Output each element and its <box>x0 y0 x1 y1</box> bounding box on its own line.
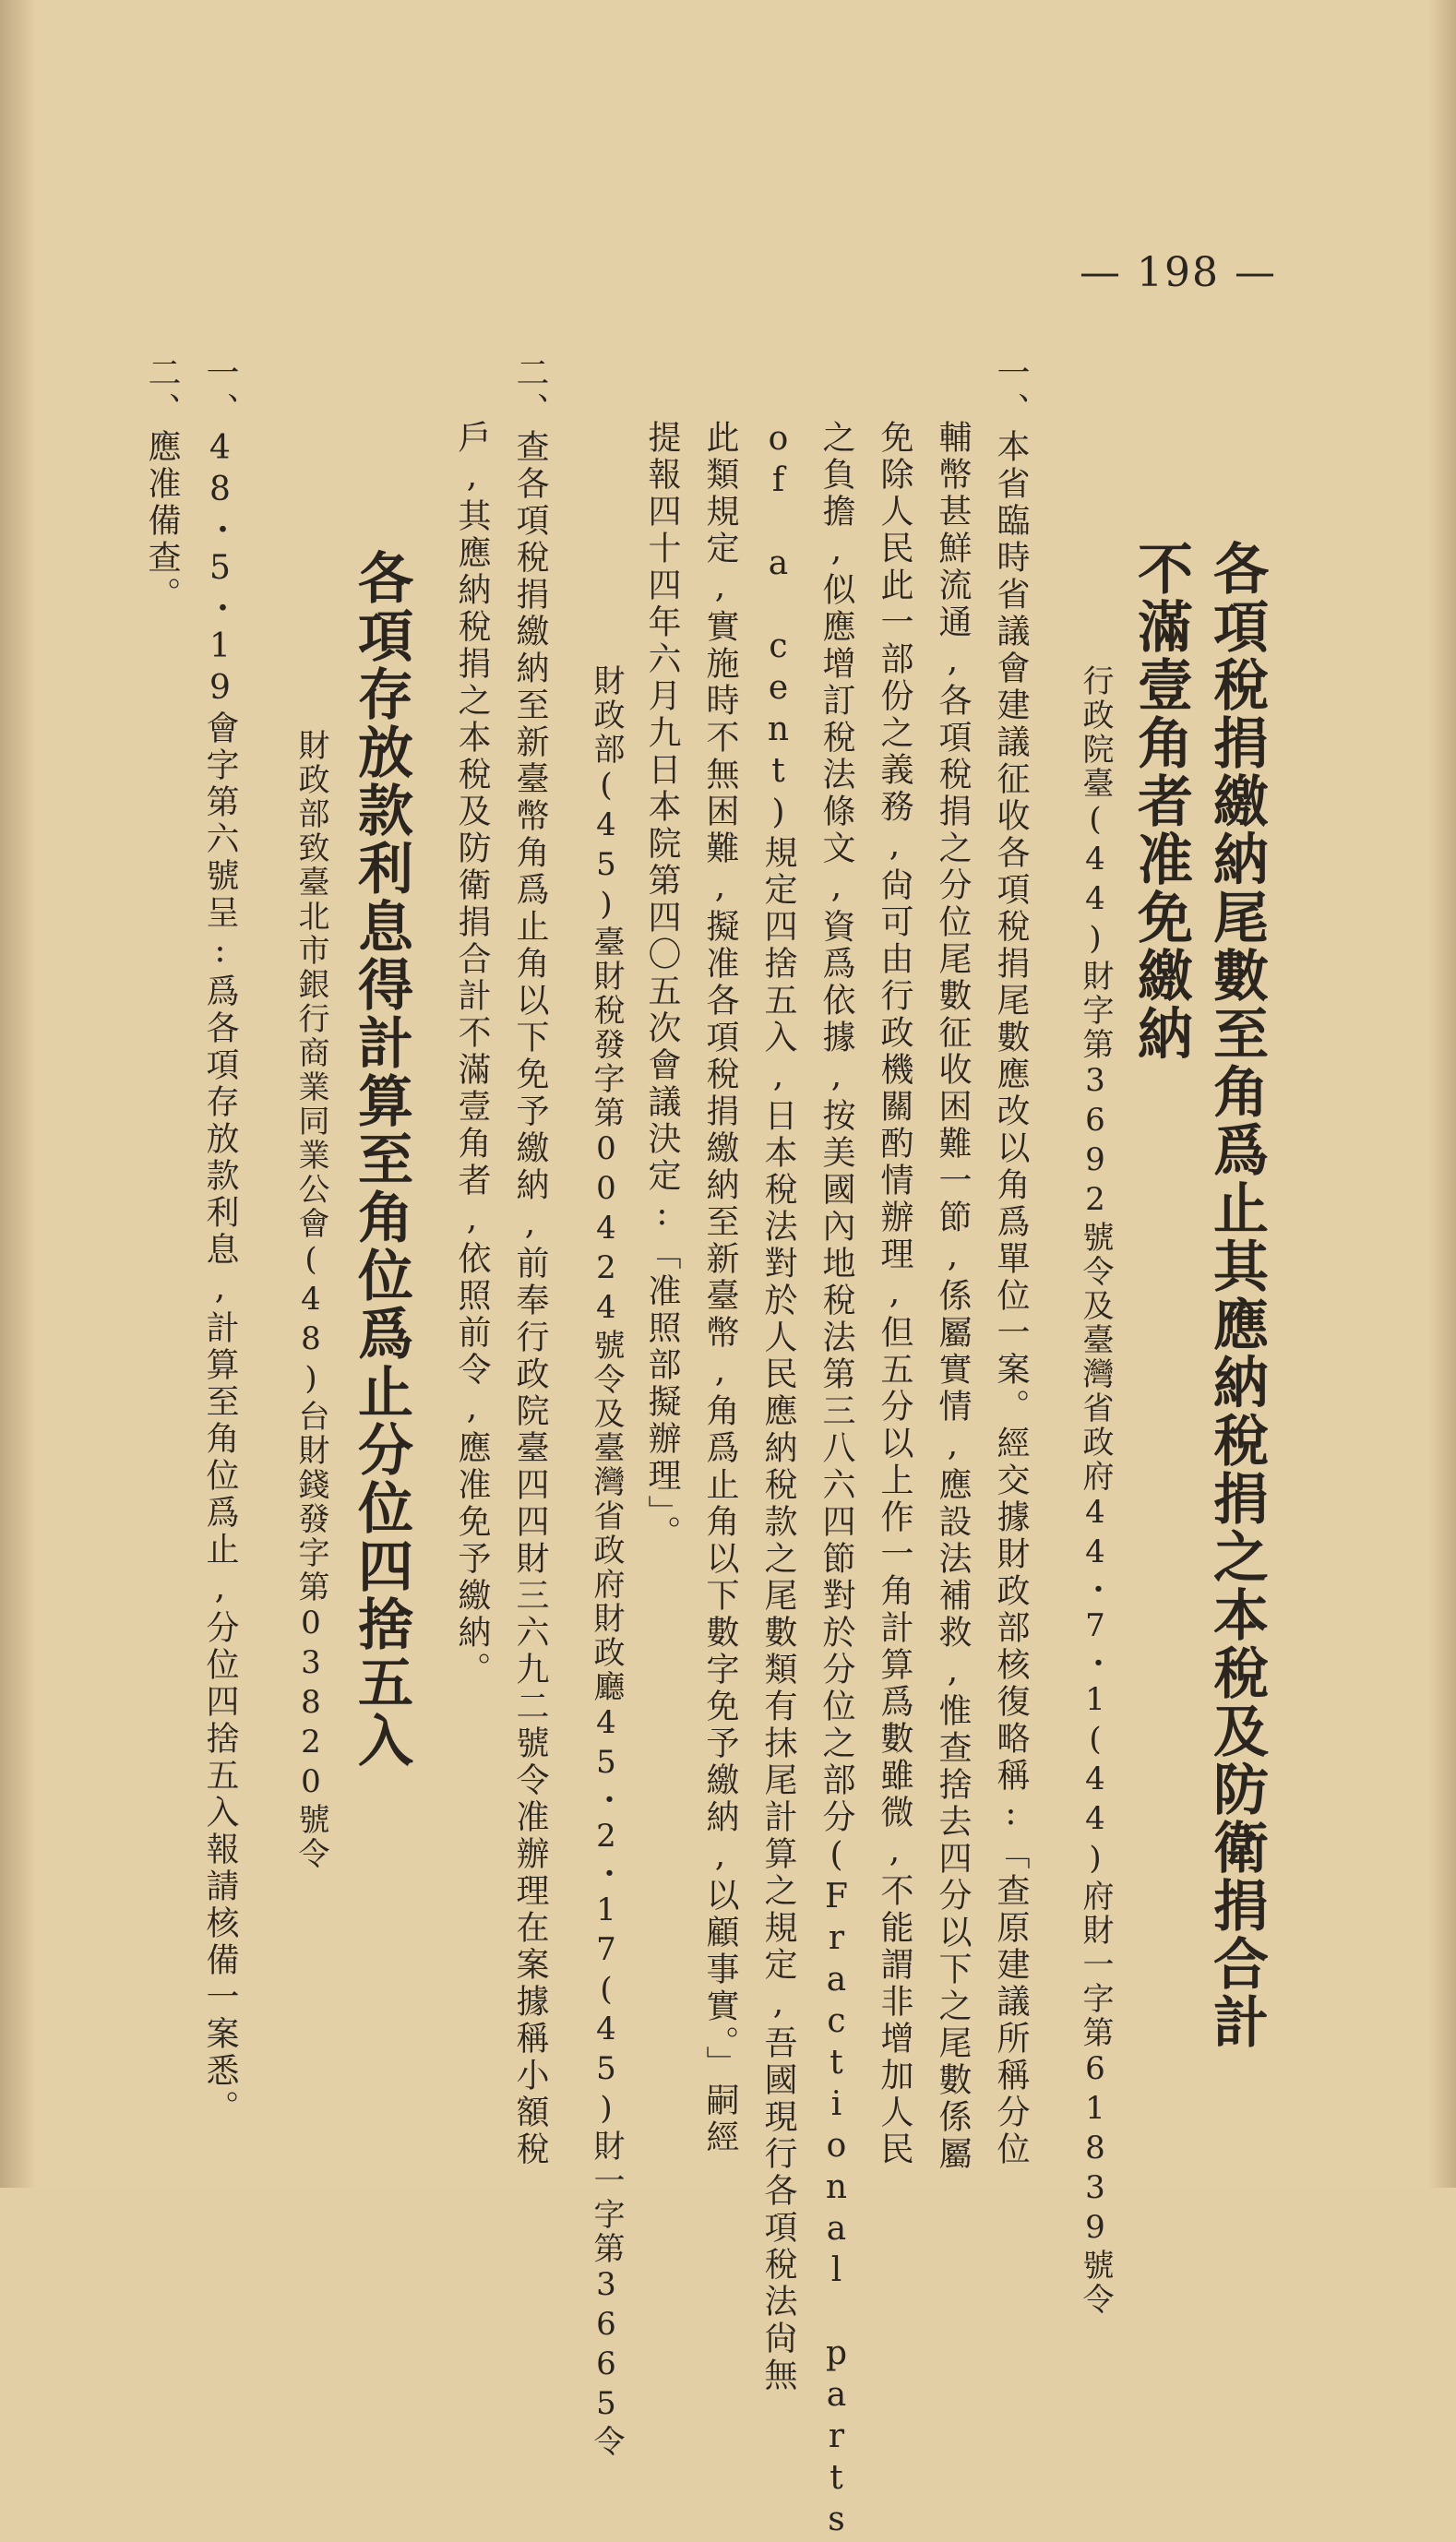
section1-reference: 行政院臺(44)財字第3692號令及臺灣省政府44・7・1(44)府財一字第61839號令 <box>1077 664 1114 2317</box>
section2-reference: 財政部致臺北市銀行商業同業公會(48)台財錢發字第03820號令 <box>292 729 329 1871</box>
section1-title-line1: 各項稅捐繳納尾數至角爲止其應納稅捐之本稅及防衛捐合計 <box>1204 540 1269 2051</box>
section1-title-line2: 不滿壹角者准免繳納 <box>1128 540 1193 1063</box>
section1-item1-line: 一、本省臨時省議會建議征收各項稅捐尾數應改以角爲單位一案。經交據財政部核復略稱:「查原建議所稱分位 <box>992 355 1030 2168</box>
section1-item2-line: 戶,其應納稅捐之本稅及防衛捐合計不滿壹角者,依照前令,應准免予繳納。 <box>453 420 491 1689</box>
section1-item1-line: 之負擔,似應增訂稅法條文,資爲依據,按美國內地稅法第三八六四節對於分位之部分(Fractional parts <box>818 420 855 2542</box>
page-number: — 198 — <box>1080 249 1277 296</box>
section1-item1-line: 免除人民此一部份之義務,尙可由行政機關酌情辦理,但五分以上作一角計算爲數雖微,不能謂非增加人民 <box>876 420 913 2168</box>
section1-item2-line: 二、查各項稅捐繳納至新臺幣角爲止角以下免予繳納,前奉行政院臺四四財三六九二號令准辦理在案據稱小額稅 <box>511 355 549 2168</box>
section1-item1-line: 此類規定,實施時不無困難,擬准各項稅捐繳納至新臺幣,角爲止角以下數字免予繳納,以顧事實。」嗣經 <box>701 420 739 2156</box>
section1-item1-line: of a cent)規定四捨五入,日本稅法對於人民應納稅款之尾數類有抹尾計算之規定,吾國現行各項稅法尙無 <box>759 420 797 2394</box>
page-edge-shadow-right <box>1428 0 1456 2188</box>
page-edge-shadow-left <box>0 0 37 2188</box>
section1-reference2: 財政部(45)臺財稅發字第00424號令及臺灣省政府財政廳45・2・17(45)財一字第3665令 <box>588 664 625 2459</box>
section2-title: 各項存放款利息得計算至角位爲止分位四捨五入 <box>349 549 413 1770</box>
section2-item2: 二、應准備查。 <box>143 355 181 614</box>
section1-item1-line: 提報四十四年六月九日本院第四〇五次會議決定:「准照部擬辦理」。 <box>643 420 681 1552</box>
section2-item1: 一、48・5・19會字第六號呈:爲各項存放款利息,計算至角位爲止,分位四捨五入報請核備一案悉。 <box>201 355 239 2127</box>
section1-item1-line: 輔幣甚鮮流通,各項稅捐之分位尾數征收困難一節,係屬實情,應設法補救,惟查捨去四分以下之尾數係屬 <box>934 420 972 2173</box>
